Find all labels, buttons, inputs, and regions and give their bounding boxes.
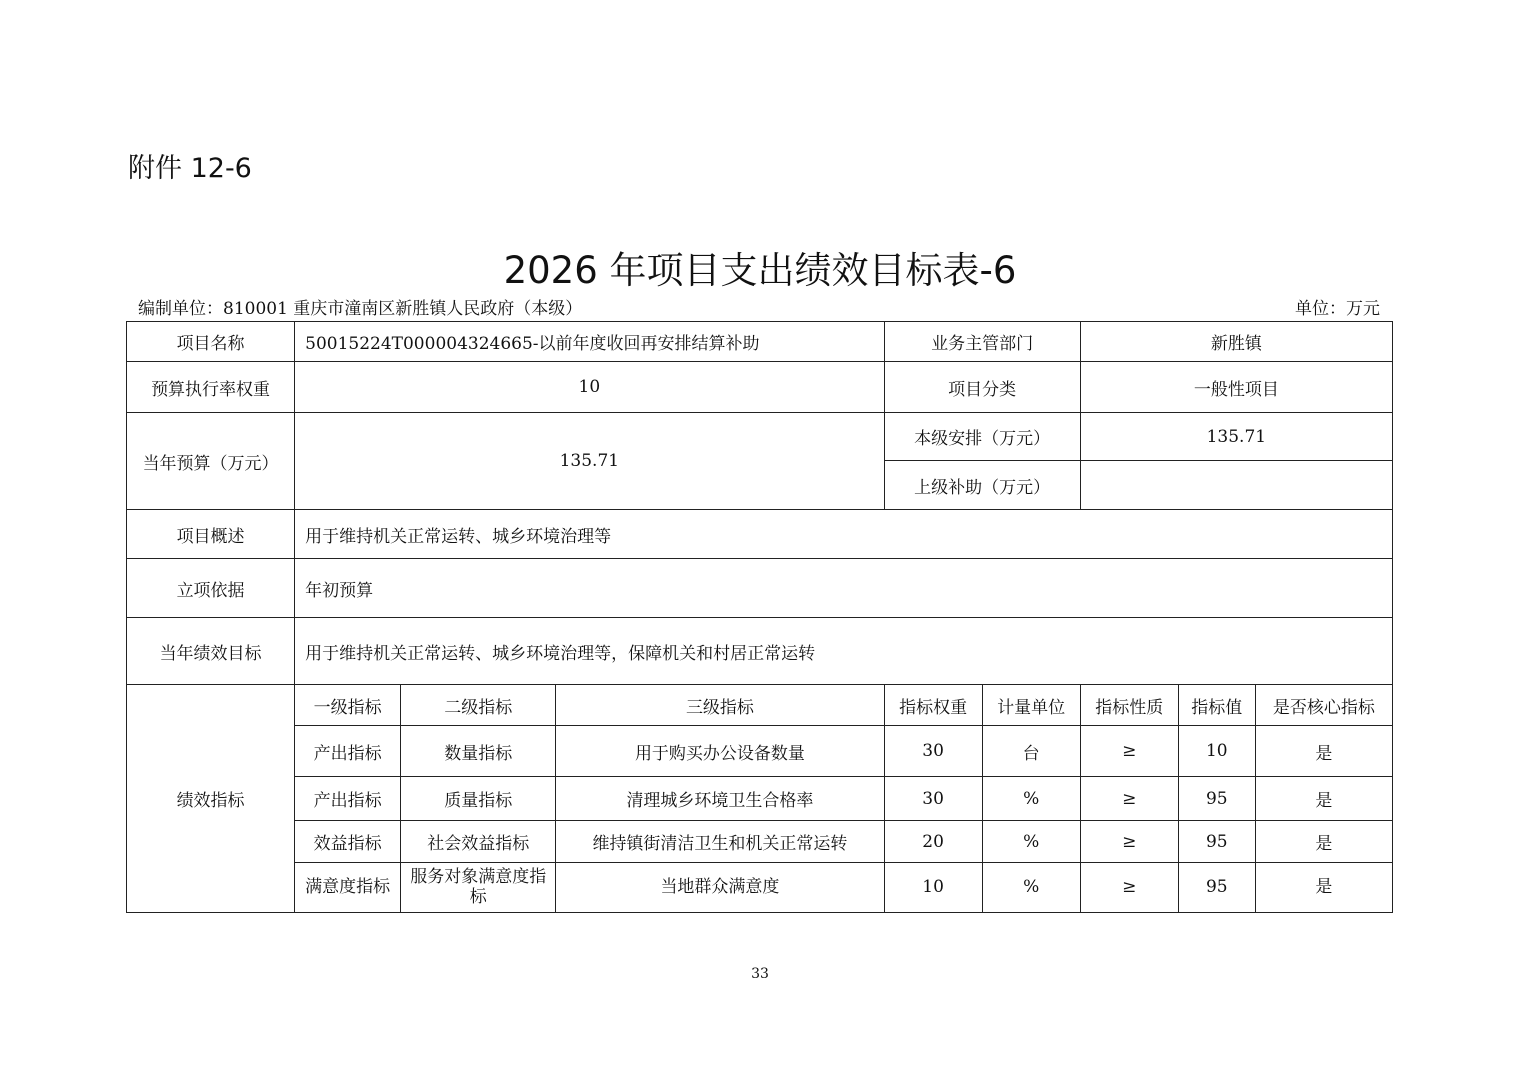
page-number: 33 (751, 966, 769, 982)
indicator-row (127, 726, 1393, 777)
indicator-cell: % (982, 821, 1080, 863)
row-overview (127, 510, 1393, 559)
indicator-cell: 95 (1178, 777, 1255, 821)
indicator-cell: 10 (1178, 726, 1255, 777)
page-title: 2026 年项目支出绩效目标表-6 (503, 249, 1017, 292)
upper-value (1080, 461, 1392, 510)
row-budget (127, 413, 1393, 461)
indicator-cell: 效益指标 (295, 821, 401, 863)
dept-value: 新胜镇 (1080, 322, 1392, 362)
category-label: 项目分类 (884, 362, 1080, 413)
indicator-cell: 台 (982, 726, 1080, 777)
indicator-cell: 95 (1178, 863, 1255, 913)
category-value: 一般性项目 (1080, 362, 1392, 413)
indicator-cell: 数量指标 (401, 726, 556, 777)
indicator-cell: % (982, 777, 1080, 821)
indicator-cell: ≥ (1080, 863, 1178, 913)
indicator-cell: 10 (884, 863, 982, 913)
goal-label: 当年绩效目标 (127, 618, 295, 685)
indicator-cell: 服务对象满意度指标 (401, 863, 556, 913)
indicator-cell: 95 (1178, 821, 1255, 863)
indicator-cell: ≥ (1080, 726, 1178, 777)
indicator-row (127, 777, 1393, 821)
unit-label: 单位：万元 (1295, 299, 1380, 319)
indicator-cell: 30 (884, 726, 982, 777)
header-cell: 一级指标 (295, 685, 401, 726)
indicator-cell: 用于购买办公设备数量 (556, 726, 884, 777)
upper-label: 上级补助（万元） (884, 461, 1080, 510)
budget-label: 当年预算（万元） (127, 413, 295, 510)
overview-value: 用于维持机关正常运转、城乡环境治理等 (295, 510, 1393, 559)
row-basis (127, 559, 1393, 618)
header-cell: 指标性质 (1080, 685, 1178, 726)
indicators-label: 绩效指标 (127, 685, 295, 913)
org-label: 编制单位：810001 重庆市潼南区新胜镇人民政府（本级） (138, 299, 583, 319)
indicator-cell: 社会效益指标 (401, 821, 556, 863)
indicator-cell: 20 (884, 821, 982, 863)
indicator-cell: 质量指标 (401, 777, 556, 821)
local-label: 本级安排（万元） (884, 413, 1080, 461)
indicator-cell: 是 (1255, 777, 1392, 821)
basis-value: 年初预算 (295, 559, 1393, 618)
attachment-label: 附件 12-6 (128, 153, 252, 184)
indicator-cell: ≥ (1080, 777, 1178, 821)
weight-label: 预算执行率权重 (127, 362, 295, 413)
header-cell: 指标值 (1178, 685, 1255, 726)
indicator-row (127, 863, 1393, 913)
indicator-cell: 是 (1255, 821, 1392, 863)
basis-label: 立项依据 (127, 559, 295, 618)
header-cell: 三级指标 (556, 685, 884, 726)
performance-table (126, 321, 1393, 913)
header-cell: 是否核心指标 (1255, 685, 1392, 726)
indicator-cell: 产出指标 (295, 726, 401, 777)
project-name-value: 50015224T000004324665-以前年度收回再安排结算补助 (295, 322, 884, 362)
indicator-cell: 30 (884, 777, 982, 821)
header-cell: 计量单位 (982, 685, 1080, 726)
indicator-cell: 维持镇街清洁卫生和机关正常运转 (556, 821, 884, 863)
indicator-cell: 是 (1255, 863, 1392, 913)
project-name-label: 项目名称 (127, 322, 295, 362)
goal-value: 用于维持机关正常运转、城乡环境治理等，保障机关和村居正常运转 (295, 618, 1393, 685)
weight-value: 10 (295, 362, 884, 413)
overview-label: 项目概述 (127, 510, 295, 559)
indicator-row (127, 821, 1393, 863)
header-cell: 指标权重 (884, 685, 982, 726)
budget-value: 135.71 (295, 413, 884, 510)
indicator-cell: 是 (1255, 726, 1392, 777)
indicator-header-row (127, 685, 1393, 726)
row-project-name (127, 322, 1393, 362)
indicator-cell: 产出指标 (295, 777, 401, 821)
row-goal (127, 618, 1393, 685)
header-cell: 二级指标 (401, 685, 556, 726)
indicator-cell: 满意度指标 (295, 863, 401, 913)
indicator-cell: ≥ (1080, 821, 1178, 863)
indicator-cell: 清理城乡环境卫生合格率 (556, 777, 884, 821)
local-value: 135.71 (1080, 413, 1392, 461)
indicator-cell: % (982, 863, 1080, 913)
dept-label: 业务主管部门 (884, 322, 1080, 362)
row-weight (127, 362, 1393, 413)
indicator-cell: 当地群众满意度 (556, 863, 884, 913)
